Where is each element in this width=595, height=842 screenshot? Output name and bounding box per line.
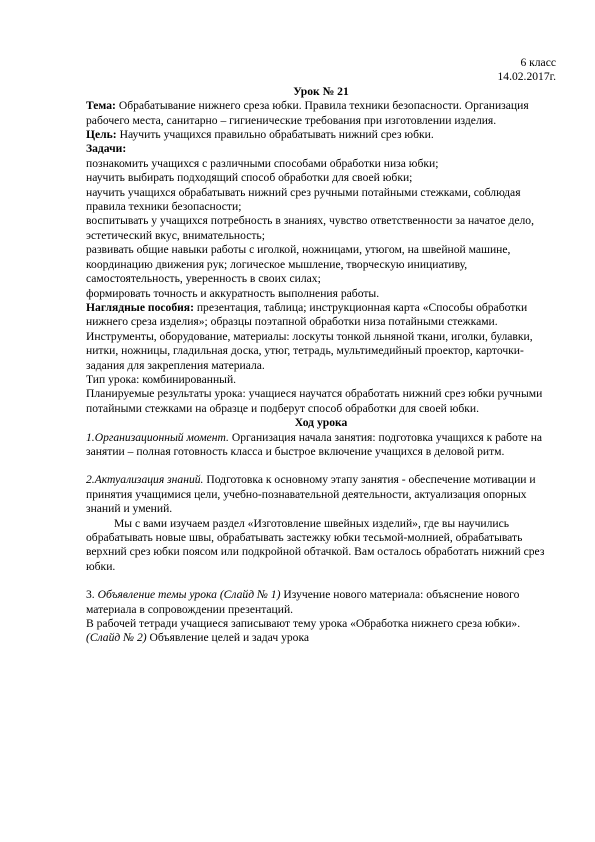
tasks-label: Задачи: (86, 142, 127, 156)
task-item: развивать общие навыки работы с иголкой, ножницами, утюгом, на швейной машине, координацию движения рук; логическое мышление, творческую инициативу, самостоятельность, уверенность в своих силах; (86, 243, 511, 286)
stage3-note: В рабочей тетради учащиеся записывают тему урока «Обработка нижнего среза юбки». (86, 617, 521, 631)
task-item: воспитывать у учащихся потребность в знаниях, чувство ответственности за начатое дело, эстетический вкус, внимательность; (86, 214, 534, 242)
task-item: познакомить учащихся с различными способами обработки низа юбки; (86, 156, 439, 170)
task-item: научить учащихся обрабатывать нижний срез ручными потайными стежками, соблюдая правила техники безопасности; (86, 185, 521, 214)
stage2-title: 2.Актуализация знаний. (86, 473, 204, 487)
document-content (86, 56, 556, 646)
stage3-paragraph (86, 588, 556, 617)
slide2-paragraph (86, 631, 556, 645)
stage3-number: 3. (86, 588, 98, 602)
lesson-title: Урок № 21 (293, 84, 349, 98)
lesson-type: Тип урока: комбинированный. (86, 372, 237, 386)
task-item: научить выбирать подходящий способ обработки для своей юбки; (86, 171, 413, 185)
stage2-body: Мы с вами изучаем раздел «Изготовление швейных изделий», где вы научились обрабатывать новые швы, обрабатывать застежку юбки тесьмой-молнией, обрабатывать верхний срез юбки поясом или подкройной обтачкой. Вам осталось обработать нижний срез юбки. (86, 516, 545, 573)
goal-label: Цель: (86, 128, 117, 142)
topic-label: Тема: (86, 99, 116, 113)
stage3-title: Объявление темы урока (Слайд № 1) (97, 588, 281, 602)
spacer (86, 459, 556, 473)
progress-title: Ход урока (294, 416, 348, 430)
tools-paragraph: Инструменты, оборудование, материалы: лоскуты тонкой льняной ткани, иголки, булавки, нитки, ножницы, гладильная доска, утюг, тетрадь, мультимедийный проектор, карточки-задания для закрепления материала. (86, 329, 533, 372)
stage1-paragraph (86, 431, 556, 460)
stage1-title: 1.Организационный момент. (86, 430, 229, 444)
aids-paragraph (86, 301, 556, 330)
topic-paragraph (86, 99, 556, 128)
topic-text: Обрабатывание нижнего среза юбки. Правила техники безопасности. Организация рабочего места, санитарно – гигиенические требования при изготовлении изделия. (86, 99, 529, 127)
goal-paragraph (86, 128, 556, 142)
stage1-text: Организация начала занятия: подготовка учащихся к работе на занятии – полная готовность класса и быстрое включение учащихся в деловой ритм. (86, 430, 543, 458)
results-paragraph: Планируемые результаты урока: учащиеся научатся обработать нижний срез юбки ручными потайными стежками на образце и подберут способ обработки для своей юбки. (86, 387, 543, 415)
header-date: 14.02.2017г. (497, 70, 556, 84)
spacer (86, 574, 556, 588)
slide2-text: Объявление целей и задач урока (146, 631, 310, 645)
header-grade: 6 класс (520, 56, 556, 69)
slide2-label: (Слайд № 2) (86, 631, 147, 645)
stage2-text: Подготовка к основному этапу занятия - обеспечение мотивации и принятия учащимися цели, учебно-познавательной деятельности, актуализация опорных знаний и умений. (86, 473, 536, 516)
goal-text: Научить учащихся правильно обрабатывать нижний срез юбки. (116, 128, 434, 142)
aids-text: презентация, таблица; инструкционная карта «Способы обработки нижнего среза изделия»; образцы поэтапной обработки низа потайными стежками. (86, 300, 528, 329)
stage2-paragraph (86, 473, 556, 516)
stage3-text: Изучение нового материала: объяснение нового материала в сопровождении презентаций. (86, 588, 520, 616)
task-item: формировать точность и аккуратность выполнения работы. (86, 286, 380, 300)
aids-label: Наглядные пособия: (86, 300, 194, 314)
